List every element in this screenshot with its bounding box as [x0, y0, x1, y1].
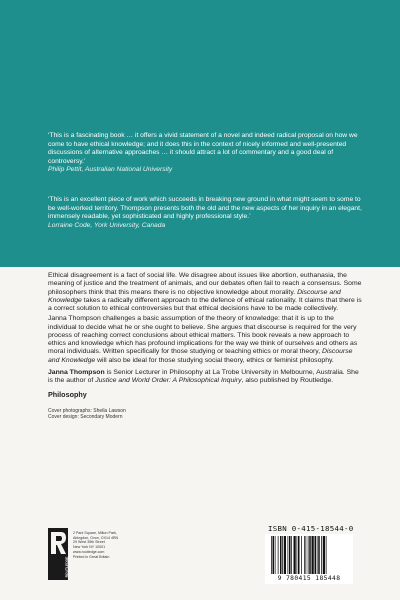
barcode-bar — [317, 536, 318, 574]
design-credit: Cover design: Secondary Modern — [48, 414, 123, 420]
review-quote-1 — [48, 132, 366, 175]
review-quote-2 — [48, 196, 366, 230]
barcode-bar — [315, 536, 317, 574]
quote-text: ‘This is a fascinating book … it offers a vivid statement of a novel and indeed radical proposal on how we come to have ethical knowledge; and it does this in the context of nicely informed and well-presented discussions of alternative approaches … it should attract a lot of commentary and a good deal of controversy.’ — [48, 132, 358, 165]
barcode-bar — [280, 536, 282, 574]
barcode-bar — [304, 536, 305, 574]
barcode-bar — [288, 536, 289, 574]
publisher-block — [48, 528, 168, 580]
barcode — [265, 534, 353, 584]
blurb-paragraph-2: Janna Thompson challenges a basic assumption of the theory of knowledge: that it is up to the individual to decide what he or she ought to believe. She argues that discourse is required for the very process of reaching correct conclusions about ethical matters. This book reveals a new approach to ethics and knowledge which has profound implications for the way we think of ourselves and others as moral individuals. Written specifically for those studying or teaching ethics or moral theory, Discourse and Knowledge will also be ideal for those studying social theory, ethics or feminist philosophy. — [48, 315, 358, 364]
barcode-bar — [309, 536, 311, 574]
routledge-logo — [48, 528, 68, 580]
barcode-bar — [278, 536, 279, 574]
barcode-bar — [318, 536, 320, 574]
isbn-label: ISBN 0-415-18544-0 — [268, 524, 354, 533]
barcode-bar — [312, 536, 314, 574]
blurb-paragraph-1: Ethical disagreement is a fact of social life. We disagree about issues like abortion, euthanasia, the meaning of justice and the treatment of animals, and our debates often fail to reach a consensus. Some philosophers think that this means there is no objective knowledge about morality. Discourse and Knowledge takes a radically different approach to the defence of ethical rationality. It claims that there is a correct solution to ethical controversies but that ethical decisions have to be made collectively. — [48, 272, 362, 312]
barcode-bar — [308, 536, 309, 574]
quote-source: Philip Pettit, Australian National University — [48, 166, 173, 174]
barcode-digits: 9 780415 185448 — [277, 575, 341, 582]
cover-credits — [48, 408, 364, 421]
barcode-bar — [294, 536, 296, 574]
barcode-bar — [271, 536, 272, 574]
cover-teal-panel — [0, 0, 400, 267]
barcode-bar — [291, 536, 292, 574]
barcode-bar — [323, 536, 325, 574]
quote-source: Lorraine Code, York University, Canada — [48, 221, 166, 229]
barcode-bar — [306, 536, 307, 574]
barcode-bar — [289, 536, 291, 574]
author-bio: Janna Thompson is Senior Lecturer in Philosophy at La Trobe University in Melbourne, Australia. She is the author of Justice and World Order: A Philosophical Inquiry, also published by Routledge. — [48, 368, 359, 384]
blurb — [48, 272, 364, 421]
barcode-bar — [273, 536, 275, 574]
publisher-address: 2 Park Square, Milton Park, Abingdon, Oxon, OX14 4RN 29 West 35th Street New York NY 10001 www.routledge.com Printed in Great Britain — [73, 531, 119, 559]
book-title: Discourse and Knowledge — [48, 348, 353, 364]
barcode-bar — [298, 536, 300, 574]
barcode-bar — [282, 536, 283, 574]
other-book-title: Justice and World Order: A Philosophical Inquiry — [95, 377, 242, 384]
barcode-bar — [297, 536, 298, 574]
barcode-bar — [284, 536, 286, 574]
barcode-bars — [269, 536, 349, 576]
logo-wordmark: ROUTLEDGE — [65, 556, 69, 578]
subject-category: Philosophy — [48, 390, 87, 400]
barcode-bar — [275, 536, 276, 574]
barcode-bar — [301, 536, 302, 574]
author-name: Janna Thompson — [48, 368, 105, 376]
photo-credit: Cover photographs: Sheila Lawson — [48, 407, 126, 414]
barcode-bar — [321, 536, 322, 574]
book-title: Discourse and Knowledge — [48, 288, 341, 304]
barcode-bar — [326, 536, 327, 574]
quote-text: ‘This is an excellent piece of work which succeeds in breaking new ground in what might seem to some to be well-worked territory. Thompson presents both the old and the new aspects of her inquiry in an elegant, immensely readable, yet sophisticated and highly professional style.’ — [48, 196, 362, 221]
